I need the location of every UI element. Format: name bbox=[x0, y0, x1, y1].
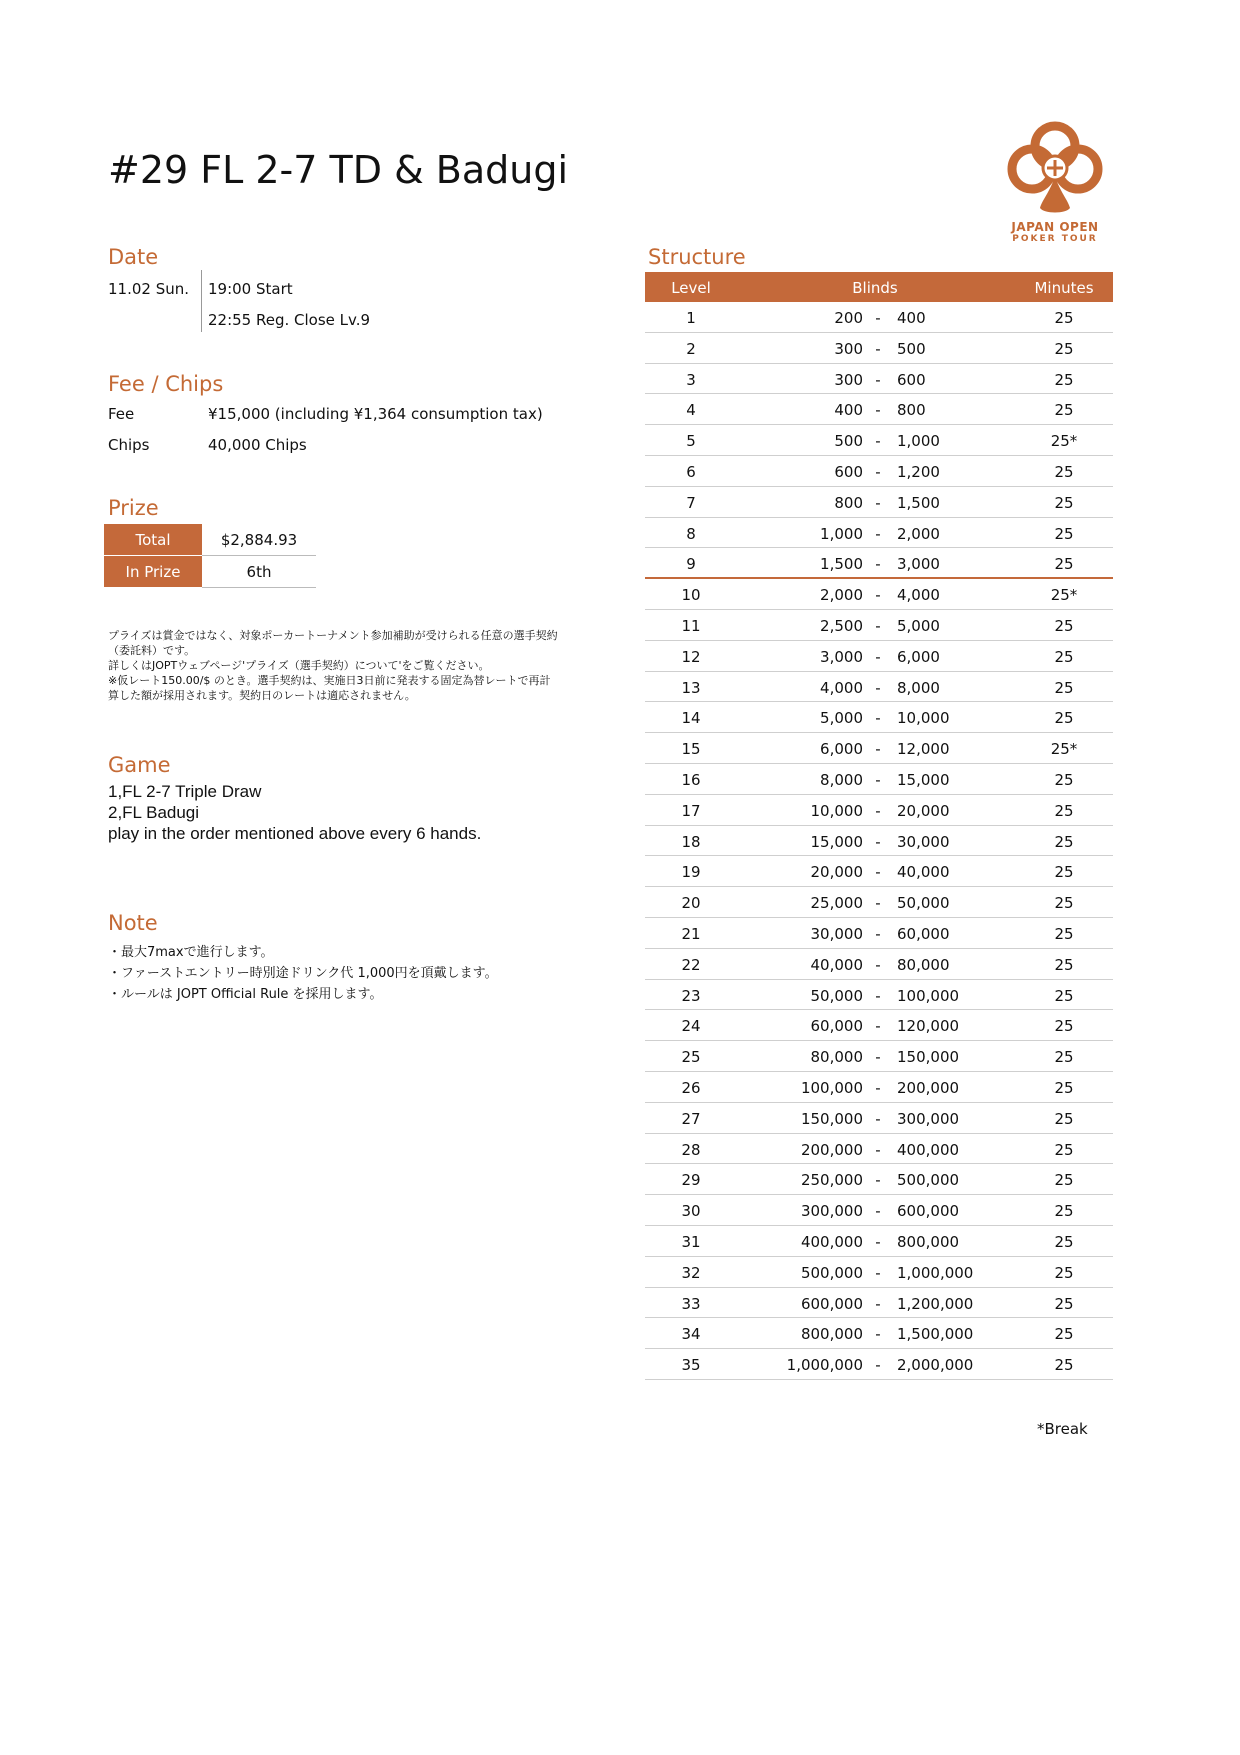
blind-separator: - bbox=[875, 770, 881, 789]
game-heading: Game bbox=[108, 753, 171, 777]
big-blind-cell: 3,000 bbox=[897, 555, 940, 574]
prize-total-value: $2,884.93 bbox=[202, 524, 316, 556]
small-blind-cell: 300,000 bbox=[800, 1202, 863, 1221]
small-blind-cell: 100,000 bbox=[800, 1078, 863, 1097]
structure-row bbox=[645, 394, 1113, 425]
small-blind-cell: 400,000 bbox=[800, 1232, 863, 1251]
level-cell: 33 bbox=[681, 1294, 701, 1313]
big-blind-cell: 40,000 bbox=[897, 863, 950, 882]
minutes-cell: 25 bbox=[1054, 770, 1074, 789]
blind-separator: - bbox=[875, 1356, 881, 1375]
minutes-cell: 25 bbox=[1054, 924, 1074, 943]
small-blind-cell: 600 bbox=[834, 462, 863, 481]
small-blind-cell: 800 bbox=[834, 493, 863, 512]
small-blind-cell: 300 bbox=[834, 370, 863, 389]
game-line: play in the order mentioned above every 6 hands. bbox=[108, 824, 482, 843]
jopt-logo bbox=[1000, 118, 1110, 250]
minutes-cell: 25 bbox=[1054, 1140, 1074, 1159]
big-blind-cell: 8,000 bbox=[897, 678, 940, 697]
small-blind-cell: 8,000 bbox=[820, 770, 863, 789]
minutes-cell: 25 bbox=[1054, 986, 1074, 1005]
level-cell: 7 bbox=[686, 493, 696, 512]
structure-row bbox=[645, 302, 1113, 333]
minutes-cell: 25* bbox=[1050, 740, 1078, 759]
note-line: ・最大7maxで進行します。 bbox=[108, 945, 274, 960]
big-blind-cell: 1,500,000 bbox=[897, 1325, 974, 1344]
minutes-cell: 25 bbox=[1054, 1017, 1074, 1036]
structure-row bbox=[645, 364, 1113, 395]
blind-separator: - bbox=[875, 709, 881, 728]
date-reg-close: 22:55 Reg. Close Lv.9 bbox=[208, 311, 371, 329]
structure-row bbox=[645, 733, 1113, 764]
structure-row bbox=[645, 1349, 1113, 1380]
big-blind-cell: 5,000 bbox=[897, 616, 940, 635]
big-blind-cell: 4,000 bbox=[897, 586, 940, 605]
structure-header-row bbox=[645, 272, 1113, 302]
minutes-cell: 25 bbox=[1054, 1232, 1074, 1251]
big-blind-cell: 600 bbox=[897, 370, 926, 389]
fee-heading: Fee / Chips bbox=[108, 372, 224, 396]
big-blind-cell: 1,000,000 bbox=[897, 1263, 974, 1282]
prize-notes bbox=[108, 628, 608, 703]
minutes-cell: 25 bbox=[1054, 616, 1074, 635]
small-blind-cell: 1,000 bbox=[820, 524, 863, 543]
big-blind-cell: 150,000 bbox=[897, 1048, 960, 1067]
big-blind-cell: 30,000 bbox=[897, 832, 950, 851]
small-blind-cell: 300 bbox=[834, 339, 863, 358]
small-blind-cell: 15,000 bbox=[810, 832, 863, 851]
small-blind-cell: 500,000 bbox=[800, 1263, 863, 1282]
small-blind-cell: 10,000 bbox=[810, 801, 863, 820]
level-cell: 14 bbox=[681, 709, 701, 728]
fee-label: Fee bbox=[108, 405, 135, 423]
small-blind-cell: 200 bbox=[834, 309, 863, 327]
minutes-cell: 25 bbox=[1054, 863, 1074, 882]
structure-row bbox=[645, 1041, 1113, 1072]
blind-separator: - bbox=[875, 493, 881, 512]
small-blind-cell: 30,000 bbox=[810, 924, 863, 943]
level-cell: 12 bbox=[681, 647, 701, 666]
level-cell: 26 bbox=[681, 1078, 701, 1097]
blind-separator: - bbox=[875, 1171, 881, 1190]
prize-inprize-value: 6th bbox=[202, 556, 316, 588]
level-cell: 32 bbox=[681, 1263, 701, 1282]
structure-table bbox=[645, 272, 1113, 1380]
level-cell: 30 bbox=[681, 1202, 701, 1221]
structure-heading: Structure bbox=[648, 245, 746, 269]
big-blind-cell: 400 bbox=[897, 309, 926, 327]
big-blind-cell: 500 bbox=[897, 339, 926, 358]
minutes-cell: 25 bbox=[1054, 339, 1074, 358]
prize-total-label: Total bbox=[104, 524, 202, 556]
level-cell: 20 bbox=[681, 894, 701, 913]
structure-row bbox=[645, 548, 1113, 579]
structure-rows bbox=[645, 302, 1113, 1380]
blind-separator: - bbox=[875, 1294, 881, 1313]
date-start: 19:00 Start bbox=[208, 280, 293, 298]
big-blind-cell: 300,000 bbox=[897, 1109, 960, 1128]
club-emblem-icon bbox=[1000, 118, 1110, 218]
structure-row bbox=[645, 1134, 1113, 1165]
level-cell: 35 bbox=[681, 1356, 701, 1375]
blind-separator: - bbox=[875, 832, 881, 851]
note-heading: Note bbox=[108, 911, 158, 935]
structure-row bbox=[645, 918, 1113, 949]
minutes-cell: 25 bbox=[1054, 1078, 1074, 1097]
level-cell: 10 bbox=[681, 586, 701, 605]
level-cell: 27 bbox=[681, 1109, 701, 1128]
big-blind-cell: 120,000 bbox=[897, 1017, 960, 1036]
structure-row bbox=[645, 1318, 1113, 1349]
minutes-cell: 25 bbox=[1054, 678, 1074, 697]
structure-row bbox=[645, 1164, 1113, 1195]
level-cell: 17 bbox=[681, 801, 701, 820]
big-blind-cell: 10,000 bbox=[897, 709, 950, 728]
header-minutes: Minutes bbox=[1034, 279, 1094, 297]
small-blind-cell: 50,000 bbox=[810, 986, 863, 1005]
level-cell: 25 bbox=[681, 1048, 701, 1067]
chips-label: Chips bbox=[108, 436, 150, 454]
structure-row bbox=[645, 1010, 1113, 1041]
structure-row bbox=[645, 949, 1113, 980]
date-divider bbox=[201, 270, 202, 332]
logo-line1: JAPAN OPEN bbox=[1011, 220, 1099, 234]
blind-separator: - bbox=[875, 462, 881, 481]
blind-separator: - bbox=[875, 1263, 881, 1282]
small-blind-cell: 60,000 bbox=[810, 1017, 863, 1036]
small-blind-cell: 2,500 bbox=[820, 616, 863, 635]
minutes-cell: 25 bbox=[1054, 1356, 1074, 1375]
blind-separator: - bbox=[875, 740, 881, 759]
structure-row bbox=[645, 456, 1113, 487]
level-cell: 19 bbox=[681, 863, 701, 882]
game-line: 1,FL 2-7 Triple Draw bbox=[108, 782, 262, 801]
minutes-cell: 25 bbox=[1054, 524, 1074, 543]
minutes-cell: 25 bbox=[1054, 1263, 1074, 1282]
blind-separator: - bbox=[875, 432, 881, 451]
game-list bbox=[108, 781, 481, 844]
prize-note-line: 詳しくはJOPTウェブページ'プライズ（選手契約）について'をご覧ください。 bbox=[108, 659, 490, 672]
minutes-cell: 25 bbox=[1054, 647, 1074, 666]
prize-note-line: （委託料）です。 bbox=[108, 644, 196, 657]
prize-note-line: プライズは賞金ではなく、対象ポーカートーナメント参加補助が受けられる任意の選手契約 bbox=[108, 629, 558, 642]
structure-row bbox=[645, 1288, 1113, 1319]
blind-separator: - bbox=[875, 401, 881, 420]
structure-row bbox=[645, 826, 1113, 857]
minutes-cell: 25 bbox=[1054, 1171, 1074, 1190]
small-blind-cell: 150,000 bbox=[800, 1109, 863, 1128]
blind-separator: - bbox=[875, 1078, 881, 1097]
structure-row bbox=[645, 1072, 1113, 1103]
note-list bbox=[108, 942, 498, 1005]
note-line: ・ルールは JOPT Official Rule を採用します。 bbox=[108, 987, 383, 1002]
fee-value: ¥15,000 (including ¥1,364 consumption tax) bbox=[208, 405, 543, 423]
blind-separator: - bbox=[875, 647, 881, 666]
minutes-cell: 25 bbox=[1054, 1325, 1074, 1344]
level-cell: 13 bbox=[681, 678, 701, 697]
minutes-cell: 25 bbox=[1054, 1109, 1074, 1128]
prize-total-row bbox=[104, 524, 316, 556]
blind-separator: - bbox=[875, 924, 881, 943]
small-blind-cell: 2,000 bbox=[820, 586, 863, 605]
blind-separator: - bbox=[875, 1232, 881, 1251]
big-blind-cell: 500,000 bbox=[897, 1171, 960, 1190]
big-blind-cell: 80,000 bbox=[897, 955, 950, 974]
structure-row bbox=[645, 764, 1113, 795]
small-blind-cell: 500 bbox=[834, 432, 863, 451]
minutes-cell: 25 bbox=[1054, 462, 1074, 481]
small-blind-cell: 5,000 bbox=[820, 709, 863, 728]
prize-note-line: ※仮レート150.00/$ のとき。選手契約は、実施日3日前に発表する固定為替レートで再計 bbox=[108, 674, 551, 687]
big-blind-cell: 2,000 bbox=[897, 524, 940, 543]
small-blind-cell: 400 bbox=[834, 401, 863, 420]
structure-row bbox=[645, 1257, 1113, 1288]
big-blind-cell: 20,000 bbox=[897, 801, 950, 820]
small-blind-cell: 40,000 bbox=[810, 955, 863, 974]
break-note: *Break bbox=[1037, 1420, 1088, 1438]
minutes-cell: 25* bbox=[1050, 586, 1078, 605]
big-blind-cell: 1,000 bbox=[897, 432, 940, 451]
blind-separator: - bbox=[875, 616, 881, 635]
level-cell: 31 bbox=[681, 1232, 701, 1251]
minutes-cell: 25 bbox=[1054, 1202, 1074, 1221]
game-line: 2,FL Badugi bbox=[108, 803, 200, 822]
blind-separator: - bbox=[875, 586, 881, 605]
big-blind-cell: 12,000 bbox=[897, 740, 950, 759]
header-level: Level bbox=[671, 279, 711, 297]
level-cell: 16 bbox=[681, 770, 701, 789]
blind-separator: - bbox=[875, 863, 881, 882]
structure-row bbox=[645, 579, 1113, 610]
level-cell: 4 bbox=[686, 401, 696, 420]
small-blind-cell: 25,000 bbox=[810, 894, 863, 913]
minutes-cell: 25* bbox=[1050, 432, 1078, 451]
structure-row bbox=[645, 610, 1113, 641]
header-blinds: Blinds bbox=[852, 279, 898, 297]
minutes-cell: 25 bbox=[1054, 370, 1074, 389]
small-blind-cell: 80,000 bbox=[810, 1048, 863, 1067]
big-blind-cell: 100,000 bbox=[897, 986, 960, 1005]
minutes-cell: 25 bbox=[1054, 801, 1074, 820]
prize-note-line: 算した額が採用されます。契約日のレートは適応されません。 bbox=[108, 689, 416, 702]
level-cell: 3 bbox=[686, 370, 696, 389]
level-cell: 29 bbox=[681, 1171, 701, 1190]
level-cell: 21 bbox=[681, 924, 701, 943]
big-blind-cell: 1,200,000 bbox=[897, 1294, 974, 1313]
level-cell: 2 bbox=[686, 339, 696, 358]
level-cell: 8 bbox=[686, 524, 696, 543]
structure-row bbox=[645, 702, 1113, 733]
date-day: 11.02 Sun. bbox=[108, 280, 190, 298]
big-blind-cell: 1,200 bbox=[897, 462, 940, 481]
small-blind-cell: 4,000 bbox=[820, 678, 863, 697]
minutes-cell: 25 bbox=[1054, 894, 1074, 913]
small-blind-cell: 200,000 bbox=[800, 1140, 863, 1159]
page-title: #29 FL 2-7 TD & Badugi bbox=[108, 148, 569, 192]
structure-row bbox=[645, 887, 1113, 918]
big-blind-cell: 800,000 bbox=[897, 1232, 960, 1251]
blind-separator: - bbox=[875, 1140, 881, 1159]
structure-row bbox=[645, 980, 1113, 1011]
blind-separator: - bbox=[875, 1325, 881, 1344]
prize-inprize-label: In Prize bbox=[104, 556, 202, 588]
blind-separator: - bbox=[875, 1017, 881, 1036]
structure-row bbox=[645, 672, 1113, 703]
blind-separator: - bbox=[875, 309, 881, 327]
level-cell: 6 bbox=[686, 462, 696, 481]
level-cell: 1 bbox=[686, 309, 696, 327]
minutes-cell: 25 bbox=[1054, 709, 1074, 728]
blind-separator: - bbox=[875, 986, 881, 1005]
big-blind-cell: 2,000,000 bbox=[897, 1356, 974, 1375]
minutes-cell: 25 bbox=[1054, 309, 1074, 327]
level-cell: 11 bbox=[681, 616, 701, 635]
prize-table bbox=[104, 524, 316, 588]
blind-separator: - bbox=[875, 1202, 881, 1221]
structure-row bbox=[645, 1103, 1113, 1134]
big-blind-cell: 6,000 bbox=[897, 647, 940, 666]
level-cell: 23 bbox=[681, 986, 701, 1005]
big-blind-cell: 15,000 bbox=[897, 770, 950, 789]
small-blind-cell: 3,000 bbox=[820, 647, 863, 666]
big-blind-cell: 600,000 bbox=[897, 1202, 960, 1221]
structure-row bbox=[645, 487, 1113, 518]
level-cell: 34 bbox=[681, 1325, 701, 1344]
small-blind-cell: 6,000 bbox=[820, 740, 863, 759]
big-blind-cell: 1,500 bbox=[897, 493, 940, 512]
big-blind-cell: 200,000 bbox=[897, 1078, 960, 1097]
minutes-cell: 25 bbox=[1054, 1294, 1074, 1313]
structure-row bbox=[645, 518, 1113, 549]
small-blind-cell: 800,000 bbox=[800, 1325, 863, 1344]
blind-separator: - bbox=[875, 955, 881, 974]
structure-row bbox=[645, 333, 1113, 364]
minutes-cell: 25 bbox=[1054, 555, 1074, 574]
blind-separator: - bbox=[875, 1109, 881, 1128]
blind-separator: - bbox=[875, 801, 881, 820]
structure-row bbox=[645, 1195, 1113, 1226]
big-blind-cell: 50,000 bbox=[897, 894, 950, 913]
date-heading: Date bbox=[108, 245, 159, 269]
minutes-cell: 25 bbox=[1054, 832, 1074, 851]
blind-separator: - bbox=[875, 1048, 881, 1067]
structure-row bbox=[645, 795, 1113, 826]
level-cell: 9 bbox=[686, 555, 696, 574]
small-blind-cell: 20,000 bbox=[810, 863, 863, 882]
small-blind-cell: 1,500 bbox=[820, 555, 863, 574]
small-blind-cell: 250,000 bbox=[800, 1171, 863, 1190]
structure-row bbox=[645, 641, 1113, 672]
big-blind-cell: 400,000 bbox=[897, 1140, 960, 1159]
minutes-cell: 25 bbox=[1054, 1048, 1074, 1067]
big-blind-cell: 60,000 bbox=[897, 924, 950, 943]
level-cell: 18 bbox=[681, 832, 701, 851]
blind-separator: - bbox=[875, 894, 881, 913]
note-line: ・ファーストエントリー時別途ドリンク代 1,000円を頂戴します。 bbox=[108, 966, 498, 981]
blind-separator: - bbox=[875, 555, 881, 574]
small-blind-cell: 600,000 bbox=[800, 1294, 863, 1313]
prize-heading: Prize bbox=[108, 496, 159, 520]
structure-row bbox=[645, 1226, 1113, 1257]
minutes-cell: 25 bbox=[1054, 955, 1074, 974]
level-cell: 24 bbox=[681, 1017, 701, 1036]
minutes-cell: 25 bbox=[1054, 401, 1074, 420]
small-blind-cell: 1,000,000 bbox=[786, 1356, 863, 1375]
minutes-cell: 25 bbox=[1054, 493, 1074, 512]
structure-row bbox=[645, 425, 1113, 456]
big-blind-cell: 800 bbox=[897, 401, 926, 420]
level-cell: 15 bbox=[681, 740, 701, 759]
level-cell: 22 bbox=[681, 955, 701, 974]
level-cell: 28 bbox=[681, 1140, 701, 1159]
structure-row bbox=[645, 856, 1113, 887]
level-cell: 5 bbox=[686, 432, 696, 451]
blind-separator: - bbox=[875, 339, 881, 358]
blind-separator: - bbox=[875, 524, 881, 543]
chips-value: 40,000 Chips bbox=[208, 436, 307, 454]
logo-line2: POKER TOUR bbox=[1012, 234, 1098, 244]
blind-separator: - bbox=[875, 370, 881, 389]
blind-separator: - bbox=[875, 678, 881, 697]
prize-inprize-row bbox=[104, 556, 316, 588]
